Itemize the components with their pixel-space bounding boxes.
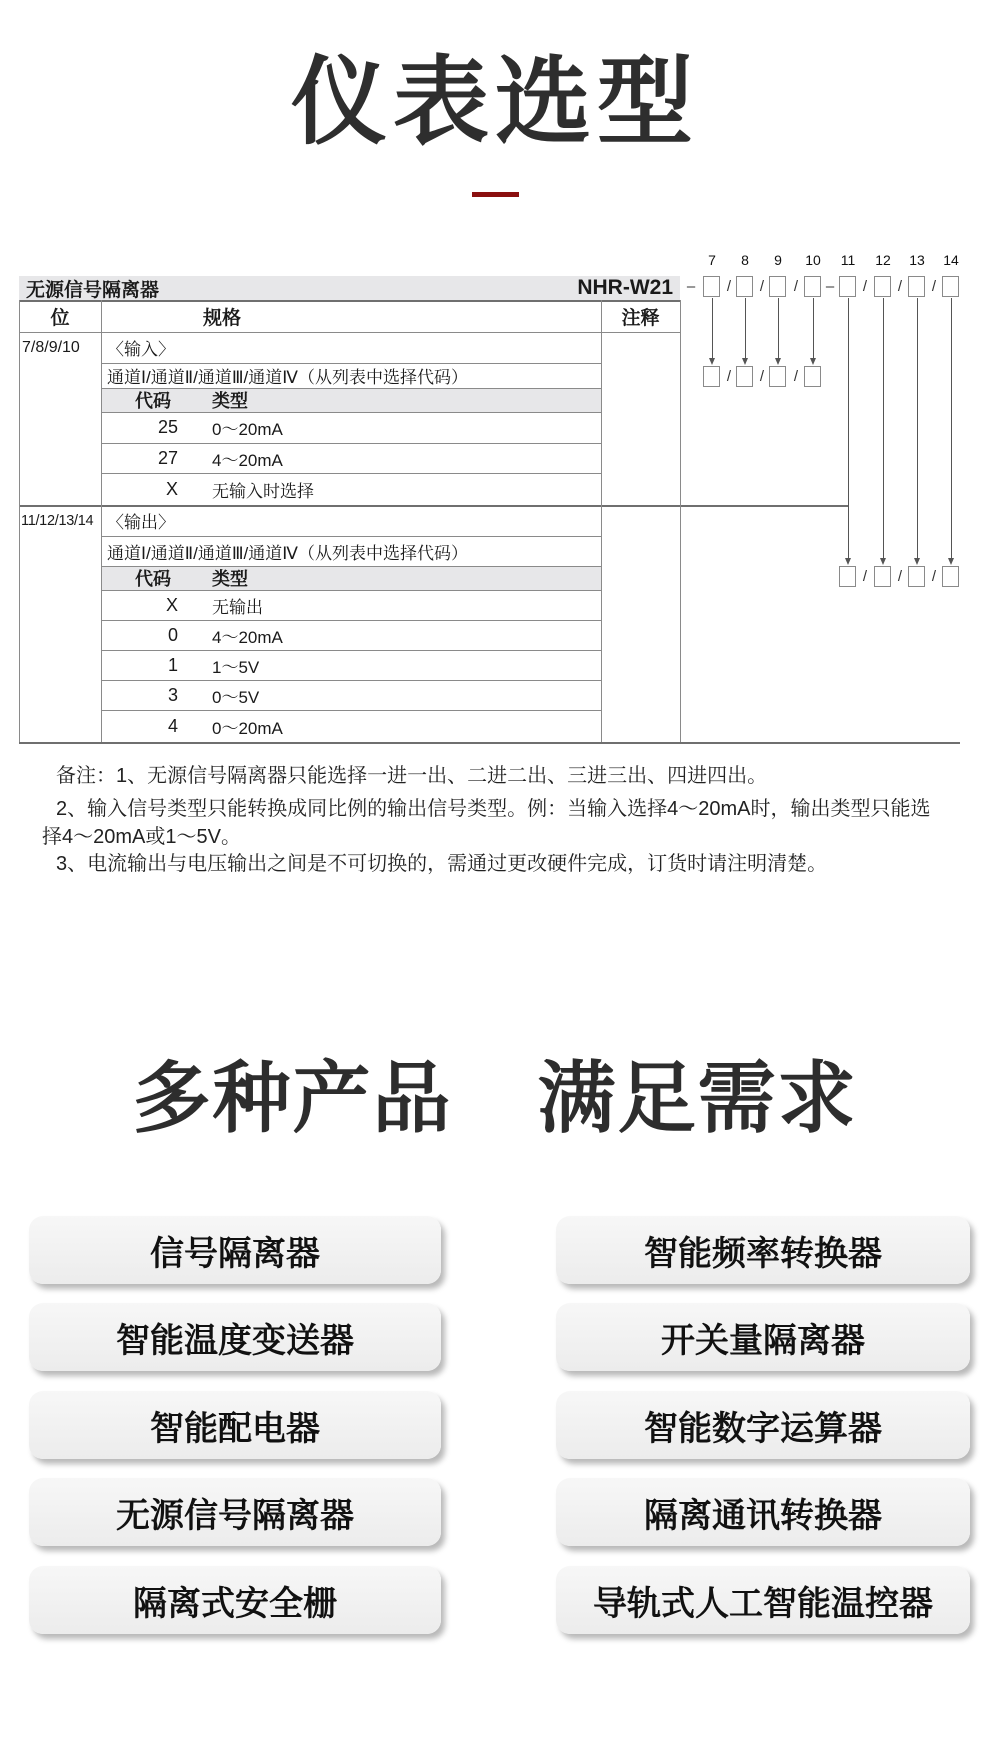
slash-separator: /	[931, 278, 937, 295]
code-type-row	[101, 680, 601, 710]
position-digit: 11	[840, 252, 856, 268]
code-value: 0	[167, 624, 178, 645]
type-value: 0～20mA	[212, 718, 283, 738]
arrow-line	[712, 298, 713, 358]
position-digit: 13	[909, 252, 925, 268]
type-value: 无输入时选择	[212, 481, 314, 501]
product-name: 无源信号隔离器	[26, 279, 160, 301]
position-digit: 8	[741, 252, 749, 268]
code-box-pos-11	[839, 276, 856, 297]
arrow-line	[813, 298, 814, 358]
type-value: 无输出	[212, 597, 263, 617]
position-digit: 7	[708, 252, 716, 268]
position-digit: 14	[943, 252, 959, 268]
code-value: 3	[167, 684, 178, 705]
code-value: X	[165, 478, 178, 499]
input-channel-code-box	[736, 366, 753, 387]
arrow-line	[778, 298, 779, 358]
products-heading	[0, 1036, 990, 1148]
input-code-type-header	[101, 388, 601, 412]
table-grid-line	[101, 300, 102, 742]
arrow-head	[914, 558, 920, 565]
slash-separator: /	[759, 278, 765, 295]
position-digit: 12	[875, 252, 891, 268]
output-section-label: 〈输出〉	[107, 513, 175, 532]
slash-separator: /	[862, 278, 868, 295]
output-channel-code-box	[839, 566, 856, 587]
output-channel-code-box	[908, 566, 925, 587]
arrow-line	[883, 298, 884, 558]
table-grid-line	[101, 620, 601, 621]
table-grid-line	[601, 300, 602, 742]
code-box-pos-12	[874, 276, 891, 297]
arrow-line	[951, 298, 952, 558]
code-box-pos-13	[908, 276, 925, 297]
product-button[interactable]: 隔离通讯转换器	[556, 1478, 970, 1546]
arrow-line	[745, 298, 746, 358]
code-type-row	[101, 443, 601, 473]
column-header-spec: 规格	[203, 307, 242, 329]
input-positions: 7/8/9/10	[22, 338, 80, 356]
type-value: 4～20mA	[212, 627, 283, 647]
code-box-pos-10	[804, 276, 821, 297]
code-header: 代码	[135, 391, 171, 411]
slash-separator: /	[759, 368, 765, 385]
product-button[interactable]: 智能温度变送器	[29, 1303, 441, 1371]
code-box-pos-14	[942, 276, 959, 297]
code-type-row	[101, 650, 601, 680]
code-header: 代码	[135, 569, 171, 589]
column-header-pos: 位	[50, 307, 70, 329]
input-section-label: 〈输入〉	[107, 340, 175, 359]
code-box-pos-8	[736, 276, 753, 297]
slash-separator: /	[931, 568, 937, 585]
table-header-bar	[19, 276, 680, 300]
code-value: 1	[167, 654, 178, 675]
dash-separator: –	[825, 278, 835, 295]
table-grid-line	[101, 363, 601, 364]
arrow-head	[845, 558, 851, 565]
product-button[interactable]: 信号隔离器	[29, 1216, 441, 1284]
type-header: 类型	[212, 391, 248, 411]
products-heading-left: 多种产品	[132, 1054, 453, 1142]
product-button[interactable]: 开关量隔离器	[556, 1303, 970, 1371]
code-value: 27	[157, 447, 178, 468]
slash-separator: /	[793, 368, 799, 385]
table-grid-line	[101, 590, 601, 591]
code-type-row	[101, 590, 601, 620]
table-grid-line	[101, 536, 601, 537]
output-positions: 11/12/13/14	[21, 512, 94, 529]
position-digit: 9	[774, 252, 782, 268]
product-button[interactable]: 无源信号隔离器	[29, 1478, 441, 1546]
code-box-pos-7	[703, 276, 720, 297]
output-channel-code-box	[874, 566, 891, 587]
table-grid-line	[101, 443, 601, 444]
note-line-3: 3、电流输出与电压输出之间是不可切换的，需通过更改硬件完成，订货时请注明清楚。	[56, 853, 828, 875]
arrow-head	[810, 358, 816, 365]
slash-separator: /	[862, 568, 868, 585]
code-type-row	[101, 710, 601, 742]
code-value: X	[165, 594, 178, 615]
output-code-type-header	[101, 566, 601, 590]
slash-separator: /	[897, 278, 903, 295]
product-button[interactable]: 智能配电器	[29, 1391, 441, 1459]
input-channel-code-box	[769, 366, 786, 387]
code-type-row	[101, 620, 601, 650]
products-heading-right: 满足需求	[537, 1054, 858, 1142]
code-value: 25	[157, 417, 178, 437]
type-value: 1～5V	[212, 657, 260, 677]
title-accent-dash	[472, 192, 519, 197]
table-grid-line	[19, 300, 680, 302]
type-value: 4～20mA	[212, 450, 283, 470]
slash-separator: /	[726, 368, 732, 385]
dash-separator: –	[686, 278, 696, 295]
product-button[interactable]: 隔离式安全栅	[29, 1566, 441, 1634]
slash-separator: /	[897, 568, 903, 585]
input-channels: 通道Ⅰ/通道Ⅱ/通道Ⅲ/通道Ⅳ（从列表中选择代码）	[107, 368, 468, 387]
arrow-head	[709, 358, 715, 365]
type-header: 类型	[212, 569, 248, 589]
code-box-pos-9	[769, 276, 786, 297]
slash-separator: /	[726, 278, 732, 295]
table-grid-line	[19, 332, 680, 333]
input-channel-code-box	[703, 366, 720, 387]
table-grid-line	[101, 680, 601, 681]
table-grid-line	[101, 566, 601, 567]
table-grid-line	[101, 710, 601, 711]
table-grid-line	[19, 742, 960, 744]
table-grid-line	[101, 473, 601, 474]
model-code: NHR-W21	[577, 276, 673, 299]
slash-separator: /	[793, 278, 799, 295]
code-type-row	[101, 412, 601, 443]
table-grid-line	[680, 300, 681, 742]
arrow-line	[917, 298, 918, 558]
arrow-head	[880, 558, 886, 565]
product-button[interactable]: 智能频率转换器	[556, 1216, 970, 1284]
table-grid-line	[19, 505, 848, 507]
output-channels: 通道Ⅰ/通道Ⅱ/通道Ⅲ/通道Ⅳ（从列表中选择代码）	[107, 543, 468, 563]
input-channel-code-box	[804, 366, 821, 387]
arrow-head	[742, 358, 748, 365]
table-grid-line	[101, 412, 601, 413]
output-channel-code-box	[942, 566, 959, 587]
note-line-1: 备注：1、无源信号隔离器只能选择一进一出、二进二出、三进三出、四进四出。	[56, 765, 768, 787]
type-value: 0～20mA	[212, 420, 283, 439]
table-grid-line	[101, 388, 601, 389]
arrow-head	[775, 358, 781, 365]
table-grid-line	[19, 300, 20, 742]
product-button[interactable]: 智能数字运算器	[556, 1391, 970, 1459]
type-value: 0～5V	[212, 687, 260, 707]
arrow-head	[948, 558, 954, 565]
product-button[interactable]: 导轨式人工智能温控器	[556, 1566, 970, 1634]
code-value: 4	[167, 715, 178, 736]
page-title: 仪表选型	[291, 49, 699, 156]
table-grid-line	[101, 650, 601, 651]
code-type-row	[101, 473, 601, 505]
column-header-note: 注释	[621, 307, 660, 329]
arrow-line	[848, 298, 849, 558]
position-digit: 10	[805, 252, 821, 268]
note-line-2: 2、输入信号类型只能转换成同比例的输出信号类型。例：当输入选择4～20mA时，输出类型只能选择4～20mA或1～5V。	[42, 798, 931, 848]
